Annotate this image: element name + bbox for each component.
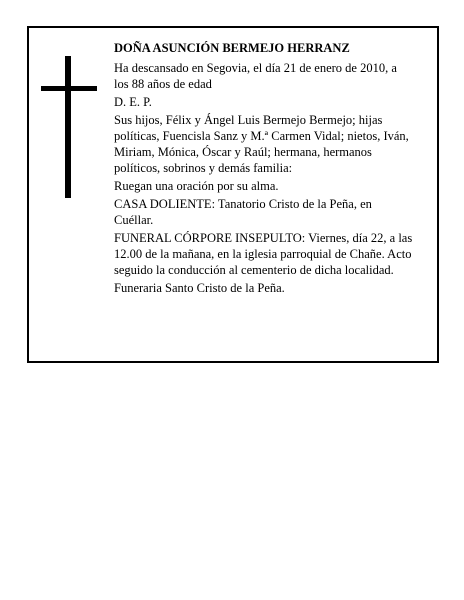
family-list: Sus hijos, Félix y Ángel Luis Bermejo Bermejo; hijas políticas, Fuencisla Sanz y M.ª Carmen Vidal; nietos, Iván, Miriam, Mónica, Óscar y Raúl; hermana, hermanos políticos, sobrinos y demás familia: <box>114 113 409 175</box>
obituary-notice <box>27 26 439 363</box>
cross-icon <box>41 56 97 198</box>
prayer-request: Ruegan una oración por su alma. <box>114 179 279 193</box>
funeral-home: Funeraria Santo Cristo de la Peña. <box>114 281 285 295</box>
rest-in-peace: D. E. P. <box>114 95 152 109</box>
funeral-details: FUNERAL CÓRPORE INSEPULTO: Viernes, día 22, a las 12.00 de la mañana, en la iglesia parroquial de Chañe. Acto seguido la conducción al cementerio de dicha localidad. <box>114 231 413 277</box>
cross-vertical-bar <box>65 56 71 198</box>
deceased-name: DOÑA ASUNCIÓN BERMEJO HERRANZ <box>114 41 350 55</box>
cross-horizontal-bar <box>41 86 97 91</box>
mourning-house: CASA DOLIENTE: Tanatorio Cristo de la Peña, en Cuéllar. <box>114 197 372 227</box>
death-announcement: Ha descansado en Segovia, el día 21 de enero de 2010, a los 88 años de edad <box>114 61 397 91</box>
notice-text <box>114 40 414 298</box>
